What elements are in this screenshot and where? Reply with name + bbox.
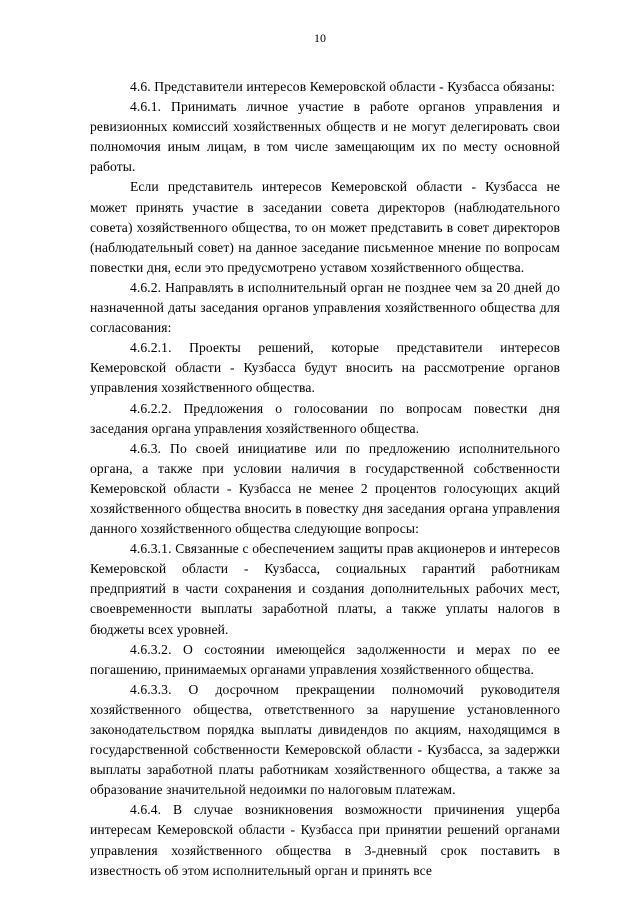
paragraph-4-6-2-1: 4.6.2.1. Проекты решений, которые представители интересов Кемеровской области - Кузбасса будут вносить на рассмотрение органов управления хозяйственного общества.	[90, 340, 560, 396]
paragraph-4-6-1-note: Если представитель интересов Кемеровской области - Кузбасса не может принять участие в заседании совета директоров (наблюдательного совета) хозяйственного общества, то он может представить в совет директоров (наблюдательный совет) на данное заседание письменное мнение по вопросам повестки дня, если это предусмотрено уставом хозяйственного общества.	[90, 179, 560, 275]
paragraph-4-6-3: 4.6.3. По своей инициативе или по предложению исполнительного органа, а также при условии наличия в государственной собственности Кемеровской области - Кузбасса не менее 2 процентов голосующих акций хозяйственного общества вносить в повестку дня заседания органа управления данного хозяйственного общества следующие вопросы:	[90, 440, 560, 537]
paragraph-4-6-3-2: 4.6.3.2. О состоянии имеющейся задолженности и мерах по ее погашению, принимаемых органами управления хозяйственного общества.	[90, 641, 560, 677]
paragraph-4-6-1: 4.6.1. Принимать личное участие в работе органов управления и ревизионных комиссий хозяйственных обществ и не могут делегировать свои полномочия иным лицам, в том числе замещающим их по месту основной работы.	[90, 99, 560, 175]
document-body	[90, 77, 560, 881]
paragraph-4-6-3-3: 4.6.3.3. О досрочном прекращении полномочий руководителя хозяйственного общества, ответственного за нарушение установленного законодательством порядка выплаты дивидендов по акциям, находящимся в государственной собственности Кемеровской области - Кузбасса, за задержки выплаты заработной платы работникам хозяйственного общества, а также за образование значительной недоимки по налоговым платежам.	[90, 681, 560, 798]
paragraph-4-6-3-1: 4.6.3.1. Связанные с обеспечением защиты прав акционеров и интересов Кемеровской области - Кузбасса, социальных гарантий работникам предприятий в части сохранения и создания дополнительных рабочих мест, своевременности выплаты заработной платы, а также уплаты налогов в бюджеты всех уровней.	[90, 541, 560, 637]
page-number: 10	[314, 31, 326, 45]
paragraph-4-6: 4.6. Представители интересов Кемеровской области - Кузбасса обязаны:	[130, 79, 555, 94]
paragraph-4-6-2: 4.6.2. Направлять в исполнительный орган не позднее чем за 20 дней до назначенной даты заседания органов управления хозяйственного общества для согласования:	[90, 279, 560, 336]
paragraph-4-6-4: 4.6.4. В случае возникновения возможности причинения ущерба интересам Кемеровской области - Кузбасса при принятии решений органами управления хозяйственного общества в 3-дневный срок поставить в известность об этом исполнительный орган и принять все	[90, 802, 560, 878]
paragraph-4-6-2-2: 4.6.2.2. Предложения о голосовании по вопросам повестки дня заседания органа управления хозяйственного общества.	[90, 400, 560, 436]
